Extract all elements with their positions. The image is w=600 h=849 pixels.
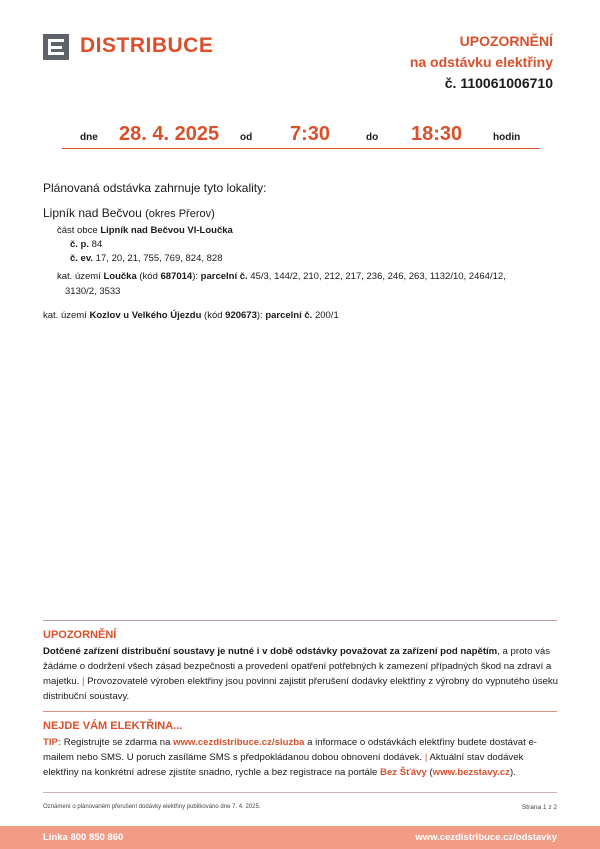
text: ): bbox=[256, 310, 263, 321]
hours-label: hodin bbox=[493, 132, 521, 143]
page-number: Strana 1 z 2 bbox=[521, 804, 557, 811]
tip-label: TIP: bbox=[43, 737, 62, 748]
label: část obce bbox=[57, 225, 98, 236]
portal-name[interactable]: Bez Šťávy bbox=[380, 767, 427, 778]
footer-url[interactable]: www.cezdistribuce.cz/odstavky bbox=[415, 832, 557, 843]
label: kat. území bbox=[43, 310, 87, 321]
label: kat. území bbox=[57, 271, 101, 282]
notice-number: č. 110061006710 bbox=[444, 75, 553, 91]
part-name: Lipník nad Bečvou VI-Loučka bbox=[100, 225, 233, 236]
separator: | bbox=[424, 752, 428, 763]
date-value: 28. 4. 2025 bbox=[119, 123, 220, 145]
kat-name: Loučka bbox=[103, 271, 137, 282]
warning-bold: Dotčené zařízení distribuční soustavy je nutné i v době odstávky považovat za zařízení pod napětím bbox=[43, 646, 498, 657]
kat2-row bbox=[43, 308, 339, 323]
kat-name: Kozlov u Velkého Újezdu bbox=[89, 310, 202, 321]
logo-text: DISTRIBUCE bbox=[80, 34, 214, 57]
label: č. p. bbox=[70, 239, 90, 250]
text: (kód bbox=[204, 310, 223, 321]
value: 200/1 bbox=[314, 310, 339, 321]
bezstavy-link[interactable]: www.bezstavy.cz bbox=[432, 767, 510, 778]
warning-text bbox=[43, 644, 559, 704]
label: č. ev. bbox=[70, 253, 94, 264]
district: (okres Přerov) bbox=[145, 208, 215, 220]
text: a informace o odstávkách elektřiny budete dostávat e-mailem nebo SMS. U poruch zasíláme SMS s předpokládanou dobou obnovení dodávek. bbox=[43, 737, 537, 763]
text: Provozovatelé výroben elektřiny jsou povinni zajistit přerušení dodávky elektřiny z výrobny do vypnutého úseku distribuční soustavy. bbox=[43, 676, 558, 702]
part-row bbox=[57, 223, 233, 238]
notice-title: UPOZORNĚNÍ bbox=[459, 33, 553, 49]
value: 45/3, 144/2, 210, 212, 217, 236, 246, 263, 1132/10, 2464/12, bbox=[250, 271, 506, 282]
date-label: dne bbox=[80, 132, 98, 143]
divider bbox=[43, 792, 557, 793]
tip-text: TIP: Registrujte se zdarma na www.cezdistribuce.cz/sluzba a informace o odstávkách elektřiny budete dostávat e-mailem nebo SMS. U poruch zasíláme SMS s předpokládanou dobou obnovení dodávek. | Aktuální stav dodávek elektřiny na konkrétní adrese zjistíte snadno, rychle a bez registrace na portále Bez Šťávy (www.bezstavy.cz). bbox=[43, 737, 537, 778]
label: parcelní č. bbox=[200, 271, 248, 282]
from-value: 7:30 bbox=[290, 123, 331, 145]
text: , a proto vás žádáme o dodržení všech zásad bezpečnosti a provedení opatření potřebných k zamezení případných škod na zdraví a majetku. bbox=[43, 646, 552, 687]
published-note: Oznámení o plánovaném přerušení dodávky elektřiny publikováno dne 7. 4. 2025. bbox=[43, 804, 261, 810]
to-value: 18:30 bbox=[411, 123, 463, 145]
logo-icon bbox=[43, 34, 69, 60]
code: 687014 bbox=[160, 271, 193, 282]
kat1-row bbox=[57, 269, 506, 284]
town bbox=[43, 206, 215, 220]
code: 920673 bbox=[225, 310, 257, 321]
text: Registrujte se zdarma na bbox=[63, 737, 171, 748]
kat1-row-cont: 3130/2, 3533 bbox=[65, 286, 121, 297]
warning-title: UPOZORNĚNÍ bbox=[43, 629, 117, 641]
divider bbox=[43, 620, 557, 621]
footer-band bbox=[0, 826, 600, 849]
separator: | bbox=[81, 676, 85, 687]
to-label: do bbox=[366, 132, 379, 143]
divider bbox=[62, 148, 540, 149]
text: Aktuální stav dodávek elektřiny na konkrétní adrese zjistíte snadno, rychle a bez registrace na portále bbox=[43, 752, 524, 778]
town-name: Lipník nad Bečvou bbox=[43, 206, 142, 220]
notice-subtitle: na odstávku elektřiny bbox=[409, 54, 553, 70]
text: ). bbox=[509, 767, 516, 778]
tip-title: NEJDE VÁM ELEKTŘINA... bbox=[43, 720, 183, 732]
cev-row bbox=[70, 251, 223, 266]
label: parcelní č. bbox=[265, 310, 313, 321]
service-link[interactable]: www.cezdistribuce.cz/sluzba bbox=[173, 737, 305, 748]
text: ): bbox=[192, 271, 199, 282]
from-label: od bbox=[240, 132, 253, 143]
locations-intro: Plánovaná odstávka zahrnuje tyto lokality: bbox=[43, 181, 267, 195]
cp-row bbox=[70, 237, 102, 252]
text: (kód bbox=[139, 271, 158, 282]
phone-line[interactable]: Linka 800 850 860 bbox=[43, 832, 124, 843]
divider bbox=[43, 711, 557, 712]
value: 84 bbox=[91, 239, 103, 250]
value: 17, 20, 21, 755, 769, 824, 828 bbox=[95, 253, 223, 264]
